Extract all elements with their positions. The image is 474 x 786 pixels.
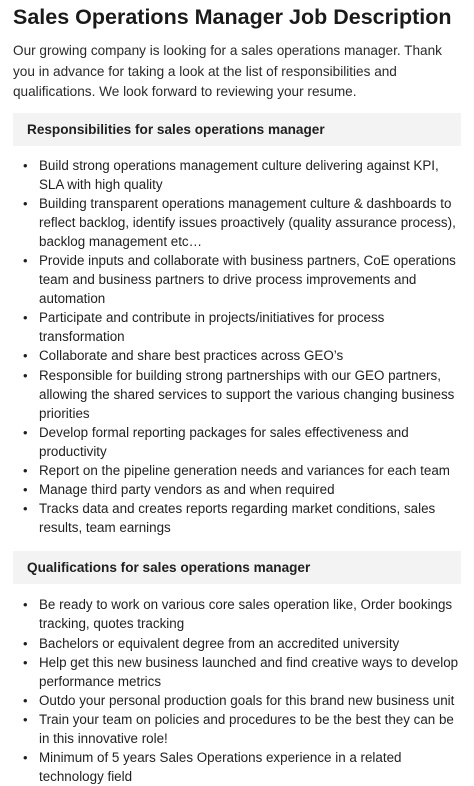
list-item-text: Manage third party vendors as and when required [39,482,335,498]
list-item-text: Collaborate and share best practices across GEO’s [39,348,344,364]
list-item-text: Train your team on policies and procedures to be the best they can be in this innovative role! [39,711,454,747]
list-item-text: Participate and contribute in projects/initiatives for process transformation [39,310,385,345]
responsibilities-list [13,156,461,538]
list-item-text: Minimum of 5 years Sales Operations experience in a related technology field [39,750,402,785]
bullet-icon: • [23,310,28,326]
list-item [23,595,461,633]
list-item-text: Tracks data and creates reports regarding market conditions, sales results, team earnings [39,501,436,536]
qualifications-heading: Qualifications for sales operations manager [13,551,461,584]
list-item-text: Build strong operations management culture delivering against KPI, SLA with high quality [39,157,439,192]
bullet-icon: • [23,252,28,268]
list-item [23,308,461,346]
bullet-icon: • [23,424,28,440]
bullet-icon: • [23,711,28,727]
list-item-text: Provide inputs and collaborate with business partners, CoE operations team and business partners to drive process improvements and automation [39,252,456,307]
list-item [23,461,461,480]
list-item-text: Report on the pipeline generation needs and variances for each team [39,463,450,478]
intro-paragraph: Our growing company is looking for a sales operations manager. Thank you in advance for taking a look at the list of responsibilities and qualifications. We look forward to reviewing your resume. [13,43,442,99]
page-title: Sales Operations Manager Job Description [13,5,452,29]
list-item [23,691,461,710]
bullet-icon: • [23,195,28,211]
bullet-icon: • [23,654,28,670]
bullet-icon: • [23,348,28,364]
list-item [23,710,461,748]
bullet-icon: • [23,501,28,517]
list-item-text: Bachelors or equivalent degree from an accredited university [39,635,400,651]
list-item [23,194,461,251]
list-item [23,480,461,499]
list-item-text: Help get this new business launched and find creative ways to develop performance metrics [39,654,459,689]
list-item-text: Develop formal reporting packages for sales effectiveness and productivity [39,424,409,459]
list-item [23,653,461,691]
list-item-text: Building transparent operations management culture & dashboards to reflect backlog, identify issues proactively (quality assurance process), backlog management etc… [39,195,456,249]
bullet-icon: • [23,635,28,651]
list-item [23,423,461,461]
list-item [23,156,461,194]
list-item-text: Outdo your personal production goals for this brand new business unit [39,692,455,708]
bullet-icon: • [23,482,28,498]
list-item [23,346,461,365]
bullet-icon: • [23,597,28,613]
list-item [23,251,461,308]
list-item [23,499,461,537]
bullet-icon: • [23,463,28,478]
list-item [23,634,461,653]
list-item [23,748,461,786]
bullet-icon: • [23,692,28,708]
bullet-icon: • [23,157,28,173]
bullet-icon: • [23,750,28,766]
list-item-text: Responsible for building strong partnerships with our GEO partners, allowing the shared services to support the various changing business priorities [39,367,455,421]
responsibilities-heading: Responsibilities for sales operations manager [13,113,461,146]
list-item-text: Be ready to work on various core sales operation like, Order bookings tracking, quotes tracking [39,597,453,632]
qualifications-list [13,595,461,786]
bullet-icon: • [23,367,28,383]
list-item [23,366,461,423]
